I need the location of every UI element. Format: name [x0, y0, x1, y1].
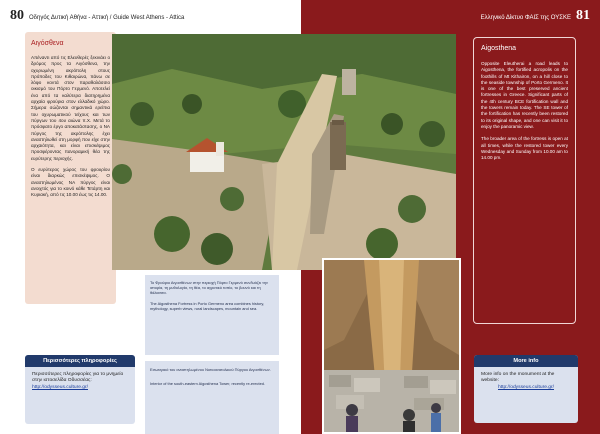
caption-lower-greek: Εσωτερικό του αναστηλωμένου Νοτιοανατολικού Πύργου Αιγοσθένων.: [150, 367, 271, 372]
more-info-greek-text: Περισσότερες πληροφορίες για το μνημείο στην ιστοσελίδα Οδυσσέας:: [32, 372, 124, 384]
english-paragraph-2: The broader area of the fortress is open at all times, while the restored tower every Wednesday and Sunday from 10.00 am to 14.00 pm.: [481, 136, 568, 161]
greek-paragraph-2: Ο ευρύτερος χώρος του φρουρίου είναι διαρκώς επισκέψιμος. Ο αναστηλωμένος ΝΑ πύργος είναι ανοιχτός για το κοινό κάθε Τετάρτη και Κυριακή, από τις 10.00 έως τις 14.00.: [31, 167, 110, 198]
fortress-aerial-photo: [112, 34, 456, 270]
caption-upper-english: The Aigosthena Fortress in Porto Germeno area combines history, mythology, superb views, rural landscapes, mountain and sea.: [150, 300, 265, 311]
english-text-box: [473, 37, 576, 324]
more-info-english-body: [474, 367, 578, 396]
more-info-english-title: More info: [474, 355, 578, 367]
greek-text-box: [25, 32, 116, 304]
tower-interior-photo: [322, 258, 461, 434]
right-page-number: 81: [576, 8, 590, 23]
fortress-landscape-illustration: [112, 34, 456, 270]
more-info-english-text: More info on the monument at the website:: [481, 372, 555, 384]
left-page-number: 80: [10, 8, 24, 23]
right-header: [481, 8, 590, 24]
left-header: [10, 8, 184, 24]
more-info-english-box: [474, 355, 578, 423]
english-box-title: Aigosthena: [481, 45, 517, 52]
right-running-head: Ελληνικό Δίκτυο ΦΑΙΣ της ΟΥΣΚΕ: [480, 15, 571, 21]
caption-upper-greek: Το Φρούριο Αιγοσθένων στην περιοχή Πόρτο Γερμενό συνδυάζει την ιστορία, τη μυθολογία, τη θέα, το αγροτικό τοπίο, το βουνό και τη θάλασσα.: [150, 280, 268, 296]
left-running-head: Οδηγός Δυτική Αθήνα - Αττική / Guide West Athens - Attica: [29, 15, 185, 21]
english-paragraph-1: Opposite Eleutherai a road leads to Aigosthena, the fortified acropolis on the foothills of Mt Kithairon, on a hill close to the seaside township of Porto Germeno. It is one of the best preserved ancient fortresses in Greece. Significant parts of the 4th century BCE fortification wall and the towers remain today. The SE tower of the fortification has recently been restored to its original shape, and one can visit it to enjoy the panoramic view.: [481, 61, 568, 129]
more-info-greek-title: Περισσότερες πληροφορίες: [25, 355, 135, 367]
greek-box-title: Αιγόσθενα: [31, 40, 64, 47]
tower-interior-illustration: [324, 260, 459, 432]
odysseus-link-english[interactable]: http://odysseus.culture.gr/: [498, 384, 554, 390]
photo-caption-lower: [145, 361, 279, 434]
more-info-greek-body: [25, 367, 135, 396]
caption-lower-english: Interior of the south-eastern Aigosthena Tower, recently re-erected.: [150, 381, 265, 387]
odysseus-link-greek[interactable]: http://odysseus.culture.gr/: [32, 384, 88, 390]
more-info-greek-box: [25, 355, 135, 424]
greek-paragraph-1: Απέναντι από τις Ελευθερές ξεκινάει ο δρόμος προς τα Αιγόσθενα, την οχυρωμένη ακρόπολη στους πρόποδες του Κιθαιρώνα, πάνω σε λόφο κοντά στον παραθαλάσσιο οικισμό του Πόρτο Γερμενό. Αποτελεί ένα από τα καλύτερα διατηρημένα αρχαία φρούρια στον ελλαδικό χώρο. Σήμερα σώζονται σημαντικά ερείπια του οχυρωματικού τείχους και των πύργων του 4ου αιώνα π.Χ. Μετά το πρόσφατο έργο αποκατάστασης, ο ΝΑ πύργος της ακρόπολης έχει αναστηλωθεί στη μορφή που είχε στην αρχαιότητα, και είναι επισκέψιμος προσφέροντας πανοραμική θέα της ευρύτερης περιοχής.: [31, 55, 110, 161]
photo-caption-upper: [145, 275, 279, 355]
